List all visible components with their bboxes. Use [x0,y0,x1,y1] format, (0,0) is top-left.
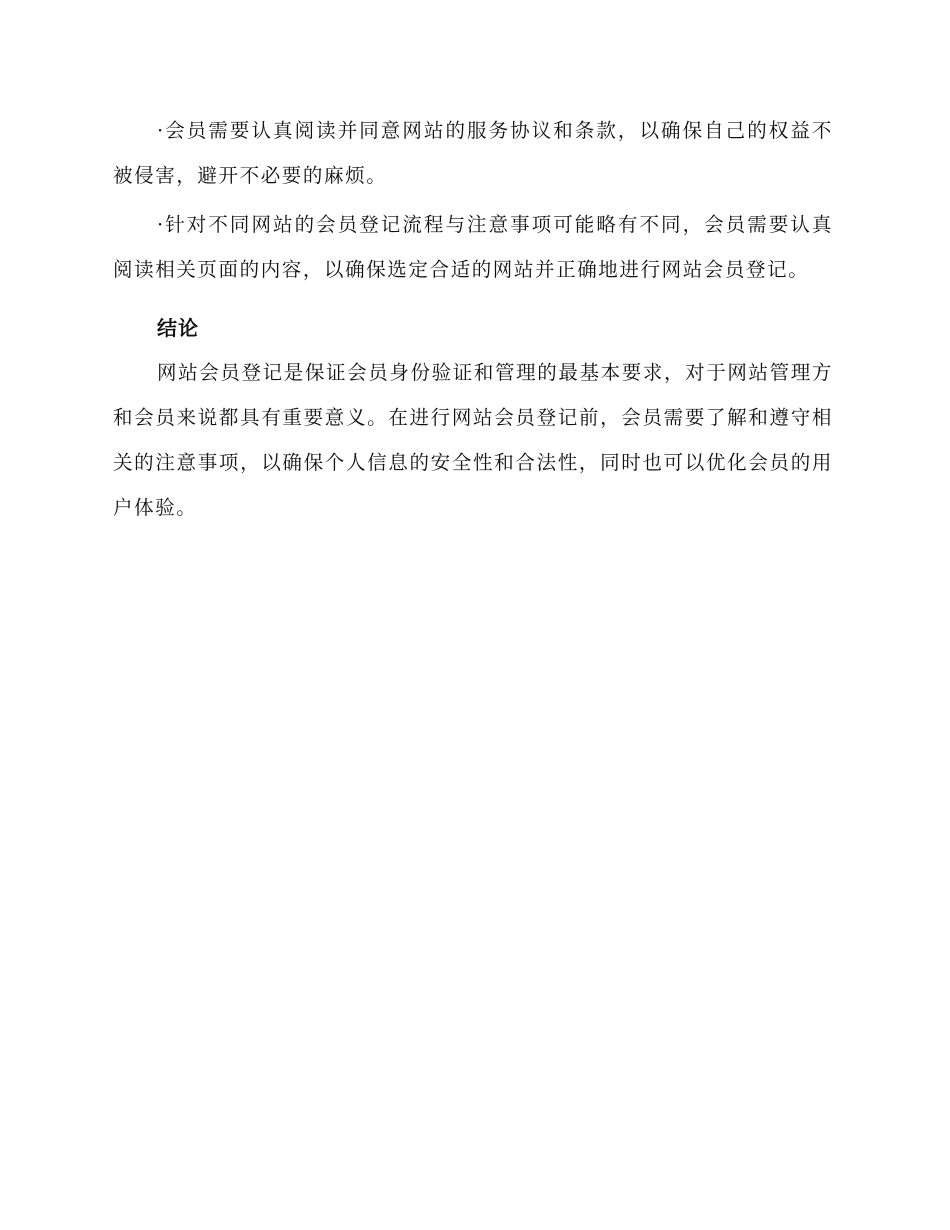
bullet-paragraph-terms: ·会员需要认真阅读并同意网站的服务协议和条款，以确保自己的权益不被侵害，避开不必要的麻烦。 [113,119,833,187]
conclusion-paragraph: 网站会员登记是保证会员身份验证和管理的最基本要求，对于网站管理方和会员来说都具有重要意义。在进行网站会员登记前，会员需要了解和遵守相关的注意事项，以确保个人信息的安全性和合法性，同时也可以优化会员的用户体验。 [113,361,833,519]
document-body [113,108,833,530]
bullet-paragraph-process: ·针对不同网站的会员登记流程与注意事项可能略有不同，会员需要认真阅读相关页面的内容，以确保选定合适的网站并正确地进行网站会员登记。 [113,213,833,281]
conclusion-heading: 结论 [157,316,199,340]
